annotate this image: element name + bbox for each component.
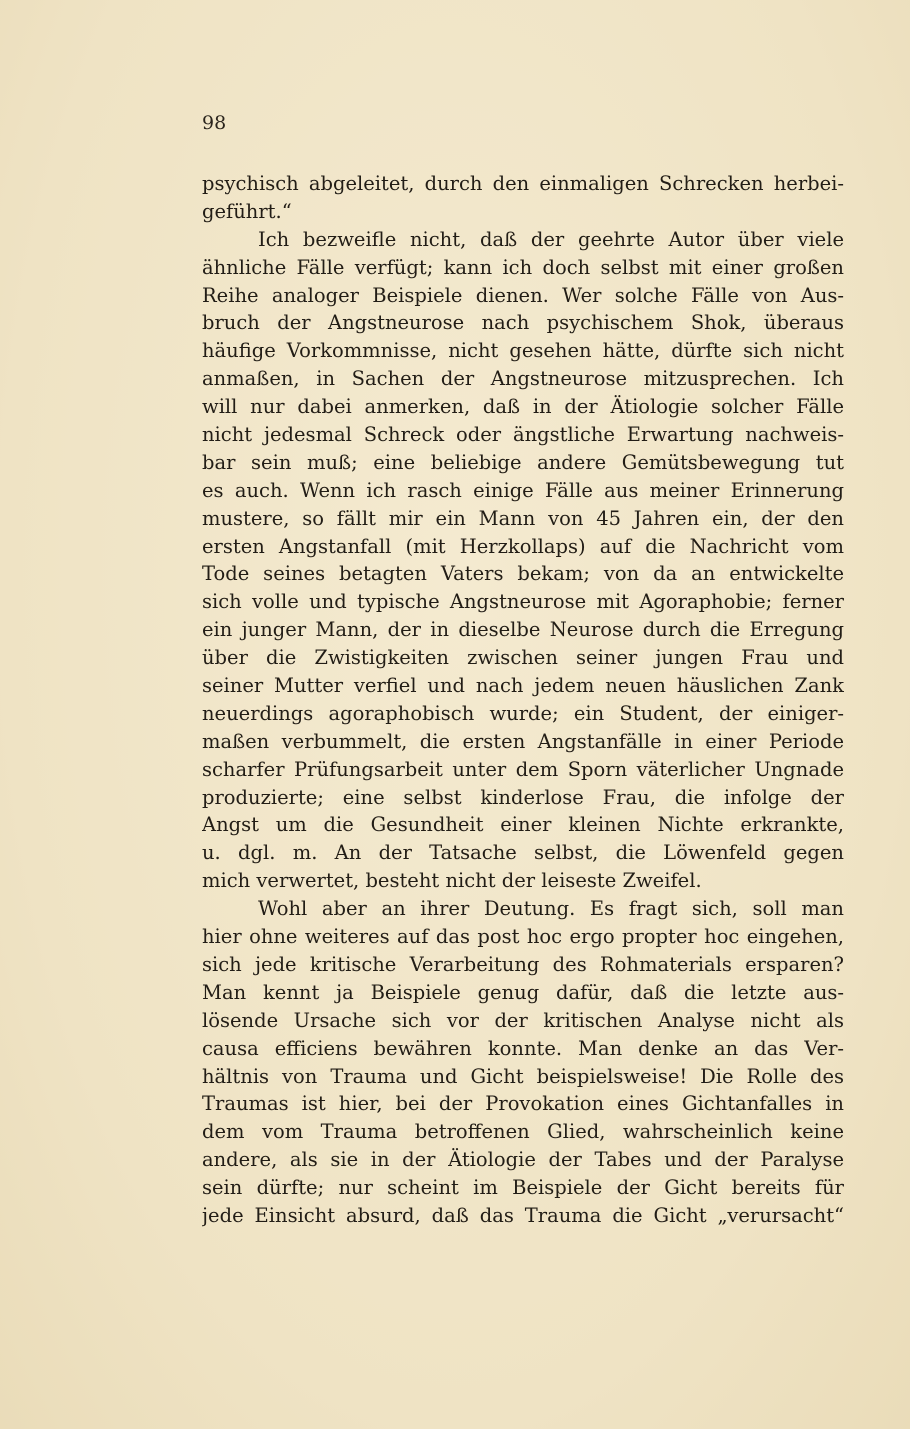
text-line: neuerdings agoraphobisch wurde; ein Student, der einiger- <box>202 701 844 725</box>
text-line: scharfer Prüfungsarbeit unter dem Sporn väterlicher Ungnade <box>202 757 844 781</box>
text-line: maßen verbummelt, die ersten Angstanfälle in einer Periode <box>202 729 844 753</box>
text-line: lösende Ursache sich vor der kritischen Analyse nicht als <box>202 1008 844 1032</box>
text-line: Tode seines betagten Vaters bekam; von da an entwickelte <box>202 562 844 586</box>
text-line: geführt.“ <box>202 199 292 223</box>
text-line: will nur dabei anmerken, daß in der Ätiologie solcher Fälle <box>202 395 844 419</box>
text-line: andere, als sie in der Ätiologie der Tabes und der Paralyse <box>202 1148 844 1172</box>
text-line: causa efficiens bewähren konnte. Man denke an das Ver- <box>202 1036 844 1060</box>
text-line: mich verwertet, besteht nicht der leiseste Zweifel. <box>202 869 702 893</box>
text-line: anmaßen, in Sachen der Angstneurose mitzusprechen. Ich <box>202 367 844 391</box>
text-line: über die Zwistigkeiten zwischen seiner jungen Frau und <box>202 646 844 670</box>
text-line: bruch der Angstneurose nach psychischem Shok, überaus <box>202 311 844 335</box>
text-line: ersten Angstanfall (mit Herzkollaps) auf die Nachricht vom <box>202 534 844 558</box>
text-line: psychisch abgeleitet, durch den einmaligen Schrecken herbei- <box>202 172 844 195</box>
text-line: seiner Mutter verfiel und nach jedem neuen häuslichen Zank <box>202 674 844 698</box>
text-line: produzierte; eine selbst kinderlose Frau, die infolge der <box>202 785 844 809</box>
text-line: bar sein muß; eine beliebige andere Gemütsbewegung tut <box>202 450 844 474</box>
text-line: sich jede kritische Verarbeitung des Rohmaterials ersparen? <box>202 952 844 976</box>
text-line: häufige Vorkommnisse, nicht gesehen hätte, dürfte sich nicht <box>202 339 844 363</box>
body-text <box>202 170 844 1230</box>
text-line: es auch. Wenn ich rasch einige Fälle aus meiner Erinnerung <box>202 478 844 502</box>
text-line: Reihe analoger Beispiele dienen. Wer solche Fälle von Aus- <box>202 283 844 307</box>
text-line: Traumas ist hier, bei der Provokation eines Gichtanfalles in <box>202 1092 844 1116</box>
text-line: ähnliche Fälle verfügt; kann ich doch selbst mit einer großen <box>202 255 844 279</box>
text-line: mustere, so fällt mir ein Mann von 45 Jahren ein, der den <box>202 506 844 530</box>
text-line: nicht jedesmal Schreck oder ängstliche Erwartung nachweis- <box>202 423 844 447</box>
text-line: ein junger Mann, der in dieselbe Neurose durch die Erregung <box>202 618 844 642</box>
page-number: 98 <box>202 112 227 134</box>
text-line: hältnis von Trauma und Gicht beispielsweise! Die Rolle des <box>202 1064 844 1088</box>
text-line: sein dürfte; nur scheint im Beispiele der Gicht bereits für <box>202 1176 844 1200</box>
text-line: Angst um die Gesundheit einer kleinen Nichte erkrankte, <box>202 813 844 837</box>
text-line: hier ohne weiteres auf das post hoc ergo propter hoc eingehen, <box>202 925 844 949</box>
text-line: Ich bezweifle nicht, daß der geehrte Autor über viele <box>258 227 844 251</box>
text-line: sich volle und typische Angstneurose mit Agoraphobie; ferner <box>202 590 844 614</box>
text-line: Man kennt ja Beispiele genug dafür, daß die letzte aus- <box>202 980 844 1004</box>
text-line: dem vom Trauma betroffenen Glied, wahrscheinlich keine <box>202 1120 844 1144</box>
text-line: u. dgl. m. An der Tatsache selbst, die Löwenfeld gegen <box>202 841 844 865</box>
text-line: jede Einsicht absurd, daß das Trauma die Gicht „verursacht“ <box>202 1203 844 1227</box>
text-line: Wohl aber an ihrer Deutung. Es fragt sich, soll man <box>258 897 844 921</box>
